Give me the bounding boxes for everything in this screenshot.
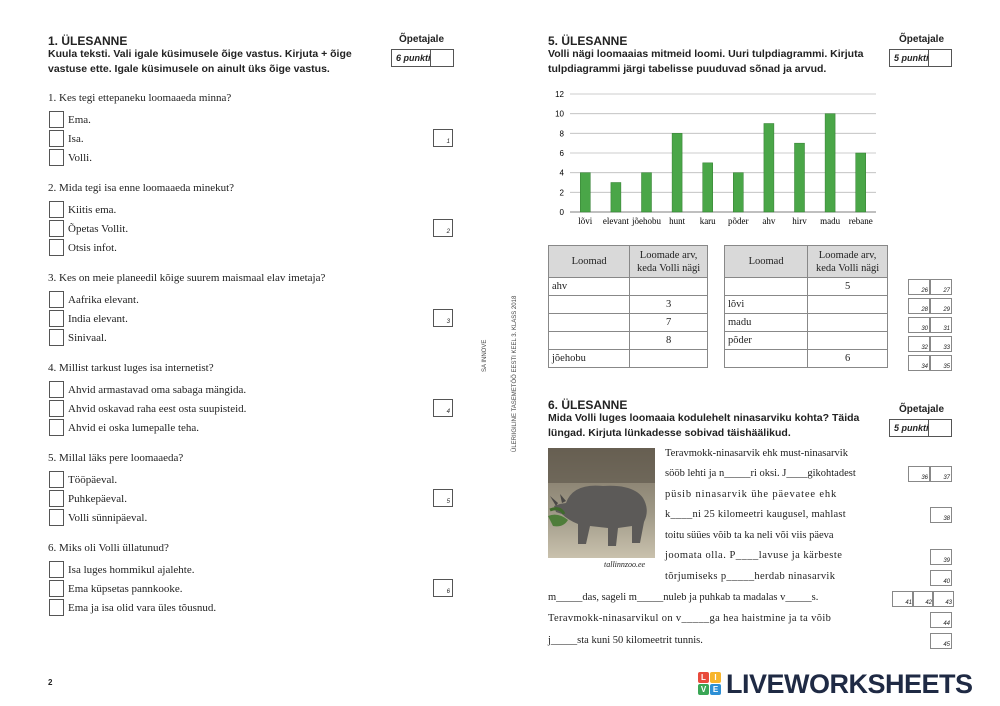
- score-box[interactable]: 2: [433, 219, 453, 237]
- answer-checkbox[interactable]: [49, 310, 64, 327]
- answer-option: Ahvid ei oska lumepalle teha.: [68, 422, 200, 434]
- question-text: 4. Millist tarkust luges isa internetist?: [48, 362, 214, 374]
- y-tick-label: 10: [555, 109, 564, 119]
- paragraph-line: sööb lehti ja n_____ri oksi. J____gikohtadest: [665, 468, 856, 479]
- table-row: [725, 296, 888, 314]
- count-cell[interactable]: [630, 278, 708, 296]
- score-box[interactable]: 42: [912, 591, 934, 607]
- score-box[interactable]: 27: [930, 279, 952, 295]
- animal-cell[interactable]: [549, 314, 630, 332]
- y-tick-label: 4: [559, 168, 564, 178]
- answer-checkbox[interactable]: [49, 381, 64, 398]
- table-row: [725, 314, 888, 332]
- count-cell: 5: [808, 278, 888, 296]
- rhino-photo: [548, 448, 655, 558]
- count-cell[interactable]: [808, 314, 888, 332]
- score-box[interactable]: 3: [433, 309, 453, 327]
- table-row: [549, 278, 708, 296]
- logo-tile: L: [698, 672, 709, 683]
- table-header-animals: Loomad: [549, 246, 630, 278]
- bar-ahv: [764, 124, 774, 213]
- x-category-label: jõehobu: [632, 216, 661, 226]
- answer-option: Volli sünnipäeval.: [68, 512, 148, 524]
- answer-checkbox[interactable]: [49, 490, 64, 507]
- table-row: [549, 350, 708, 368]
- paragraph-line: Teravmokk-ninasarvikul on v_____ga hea haistmine ja ta võib: [548, 613, 832, 624]
- task5-title: 5. ÜLESANNE: [548, 34, 628, 48]
- logo-tile: E: [710, 684, 721, 695]
- answer-checkbox[interactable]: [49, 111, 64, 128]
- table-row: [725, 332, 888, 350]
- task5-instruction: Volli nägi loomaaias mitmeid loomi. Uuri tulpdiagrammi. Kirjuta tulpdiagrammi järgi tabelisse puuduvad sõnad ja arvud.: [548, 48, 864, 75]
- question-text: 1. Kes tegi ettepaneku loomaaeda minna?: [48, 92, 232, 104]
- paragraph-line: m_____das, sageli m_____nuleb ja puhkab ta madalas v_____s.: [548, 592, 819, 603]
- y-tick-label: 8: [559, 129, 564, 139]
- task6-teacher-label: Õpetajale: [899, 404, 945, 415]
- score-box[interactable]: 38: [930, 507, 952, 523]
- task1-points-box: [391, 49, 454, 67]
- task1-points-blank[interactable]: [430, 50, 453, 66]
- score-box[interactable]: 41: [892, 591, 914, 607]
- score-box[interactable]: 44: [930, 612, 952, 628]
- question-text: 3. Kes on meie planeedil kõige suurem maismaal elav imetaja?: [48, 272, 326, 284]
- table-header-count: Loomade arv, keda Volli nägi: [630, 246, 708, 278]
- animal-cell: põder: [725, 332, 808, 350]
- table-header-animals: Loomad: [725, 246, 808, 278]
- spine-text-1: ÜLERIIGILINE TASEMETÖÖ EESTI KEEL 3. KLASS 2018: [512, 295, 518, 452]
- chart-yticks: [555, 90, 564, 217]
- count-cell[interactable]: [808, 332, 888, 350]
- table-row: [549, 314, 708, 332]
- answer-option: Kiitis ema.: [68, 204, 117, 216]
- count-cell: 6: [808, 350, 888, 368]
- x-category-label: madu: [820, 216, 841, 226]
- answer-checkbox[interactable]: [49, 561, 64, 578]
- answer-checkbox[interactable]: [49, 201, 64, 218]
- score-box[interactable]: 33: [930, 336, 952, 352]
- paragraph-line: tõrjumiseks p_____herdab ninasarvik: [665, 571, 836, 582]
- task1-points: 6 punkti: [396, 53, 431, 63]
- paragraph-line: püsib ninasarvik ühe päevatee ehk: [665, 489, 838, 500]
- y-tick-label: 12: [555, 90, 564, 99]
- task5-teacher-label: Õpetajale: [899, 34, 945, 45]
- answer-checkbox[interactable]: [49, 471, 64, 488]
- score-box[interactable]: 26: [908, 279, 930, 295]
- score-box[interactable]: 35: [930, 355, 952, 371]
- answer-checkbox[interactable]: [49, 509, 64, 526]
- task6-instruction: Mida Volli luges loomaaia kodulehelt ninasarviku kohta? Täida lüngad. Kirjuta lünkadesse sobivad täishäälikud.: [548, 412, 860, 439]
- answer-option: Ahvid armastavad oma sabaga mängida.: [68, 384, 247, 396]
- score-box[interactable]: 32: [908, 336, 930, 352]
- count-cell: 7: [630, 314, 708, 332]
- answer-option: Otsis infot.: [68, 242, 117, 254]
- chart-xlabels: [578, 216, 872, 226]
- score-box[interactable]: 1: [433, 129, 453, 147]
- x-category-label: hirv: [792, 216, 807, 226]
- animal-cell[interactable]: [725, 278, 808, 296]
- score-box[interactable]: 6: [433, 579, 453, 597]
- score-box[interactable]: 31: [930, 317, 952, 333]
- question-text: 5. Millal läks pere loomaaeda?: [48, 452, 184, 464]
- table-row: [725, 350, 888, 368]
- x-category-label: karu: [699, 216, 716, 226]
- answer-option: Tööpäeval.: [68, 474, 118, 486]
- page-number-left: 2: [48, 678, 53, 687]
- logo-tiles: [698, 672, 722, 696]
- question-text: 2. Mida tegi isa enne loomaaeda minekut?: [48, 182, 235, 194]
- animal-cell: jõehobu: [549, 350, 630, 368]
- answer-checkbox[interactable]: [49, 239, 64, 256]
- task6-title: 6. ÜLESANNE: [548, 398, 628, 412]
- photo-caption: tallinnzoo.ee: [604, 560, 646, 569]
- task1-teacher-label: Õpetajale: [399, 34, 445, 45]
- bar-rebane: [856, 153, 866, 212]
- x-category-label: rebane: [848, 216, 873, 226]
- score-box[interactable]: 37: [930, 466, 952, 482]
- answer-checkbox[interactable]: [49, 419, 64, 436]
- task1-title: 1. ÜLESANNE: [48, 34, 128, 48]
- logo-tile: V: [698, 684, 709, 695]
- score-box[interactable]: 34: [908, 355, 930, 371]
- score-box[interactable]: 36: [908, 466, 930, 482]
- score-box[interactable]: 30: [908, 317, 930, 333]
- x-category-label: elevant: [602, 216, 629, 226]
- score-box[interactable]: 40: [930, 570, 952, 586]
- task6-points-blank[interactable]: [928, 420, 951, 436]
- paragraph-line: Teravmokk-ninasarvik ehk must-ninasarvik: [665, 448, 848, 459]
- task1-instruction: Kuula teksti. Vali igale küsimusele õige vastus. Kirjuta + õige vastuse ette. Igale küsimusele on ainult üks õige vastus.: [48, 48, 352, 75]
- answer-option: Aafrika elevant.: [68, 294, 139, 306]
- score-box[interactable]: 43: [932, 591, 954, 607]
- table-row: [549, 296, 708, 314]
- answer-option: Isa luges hommikul ajalehte.: [68, 564, 195, 576]
- y-tick-label: 6: [559, 149, 564, 158]
- bar-karu: [703, 163, 713, 212]
- bar-lõvi: [580, 173, 590, 212]
- score-box[interactable]: 4: [433, 399, 453, 417]
- animal-cell: lõvi: [725, 296, 808, 314]
- task5-points-box: [889, 49, 952, 67]
- x-category-label: põder: [728, 216, 749, 226]
- score-box[interactable]: 28: [908, 298, 930, 314]
- animal-cell: ahv: [549, 278, 630, 296]
- chart-bars: [580, 114, 865, 212]
- animal-cell[interactable]: [549, 332, 630, 350]
- animals-table-left: [548, 245, 708, 368]
- answer-option: Isa.: [68, 133, 84, 145]
- x-category-label: ahv: [762, 216, 776, 226]
- answer-option: Puhkepäeval.: [68, 493, 127, 505]
- answer-checkbox[interactable]: [49, 400, 64, 417]
- logo-text: LIVEWORKSHEETS: [726, 669, 973, 699]
- paragraph-line: toitu süües võib ta ka neli või viis päeva: [665, 530, 834, 541]
- bar-chart: [548, 86, 880, 226]
- answer-option: Ema.: [68, 114, 91, 126]
- spine-text-2: SA INNOVE: [482, 339, 488, 372]
- score-box[interactable]: 45: [930, 633, 952, 649]
- animals-table-right: [724, 245, 888, 368]
- answer-checkbox[interactable]: [49, 580, 64, 597]
- count-cell: 3: [630, 296, 708, 314]
- logo-tile: I: [710, 672, 721, 683]
- answer-option: Ahvid oskavad raha eest osta suupisteid.: [68, 403, 247, 415]
- answer-option: Ema küpsetas pannkooke.: [68, 583, 183, 595]
- table-row: [549, 332, 708, 350]
- bar-hirv: [795, 143, 805, 212]
- answer-checkbox[interactable]: [49, 599, 64, 616]
- task5-points: 5 punkti: [894, 53, 929, 63]
- bar-jõehobu: [642, 173, 652, 212]
- bar-hunt: [672, 133, 682, 212]
- answer-checkbox[interactable]: [49, 130, 64, 147]
- animal-cell[interactable]: [725, 350, 808, 368]
- bar-elevant: [611, 183, 621, 213]
- paragraph-line: joomata olla. P____lavuse ja kärbeste: [665, 550, 843, 561]
- paragraph-line: j_____sta kuni 50 kilomeetrit tunnis.: [548, 635, 703, 646]
- y-tick-label: 0: [559, 208, 564, 217]
- bar-madu: [825, 114, 835, 212]
- table-header-count: Loomade arv, keda Volli nägi: [808, 246, 888, 278]
- answer-checkbox[interactable]: [49, 329, 64, 346]
- answer-checkbox[interactable]: [49, 291, 64, 308]
- count-cell[interactable]: [630, 350, 708, 368]
- x-category-label: lõvi: [578, 216, 593, 226]
- bar-põder: [733, 173, 743, 212]
- score-box[interactable]: 39: [930, 549, 952, 565]
- answer-option: India elevant.: [68, 313, 128, 325]
- score-box[interactable]: 29: [930, 298, 952, 314]
- answer-option: Ema ja isa olid vara üles tõusnud.: [68, 602, 217, 614]
- task5-points-blank[interactable]: [928, 50, 951, 66]
- task6-points: 5 punkti: [894, 423, 929, 433]
- x-category-label: hunt: [669, 216, 686, 226]
- answer-option: Volli.: [68, 152, 92, 164]
- answer-checkbox[interactable]: [49, 220, 64, 237]
- animal-cell: madu: [725, 314, 808, 332]
- score-box[interactable]: 5: [433, 489, 453, 507]
- question-text: 6. Miks oli Volli üllatunud?: [48, 542, 169, 554]
- count-cell[interactable]: [808, 296, 888, 314]
- answer-option: Sinivaal.: [68, 332, 107, 344]
- task6-points-box: [889, 419, 952, 437]
- paragraph-line: k____ni 25 kilomeetri kaugusel, mahlast: [665, 509, 846, 520]
- table-row: [725, 278, 888, 296]
- y-tick-label: 2: [559, 188, 564, 198]
- answer-option: Õpetas Vollit.: [68, 223, 129, 235]
- count-cell: 8: [630, 332, 708, 350]
- animal-cell[interactable]: [549, 296, 630, 314]
- answer-checkbox[interactable]: [49, 149, 64, 166]
